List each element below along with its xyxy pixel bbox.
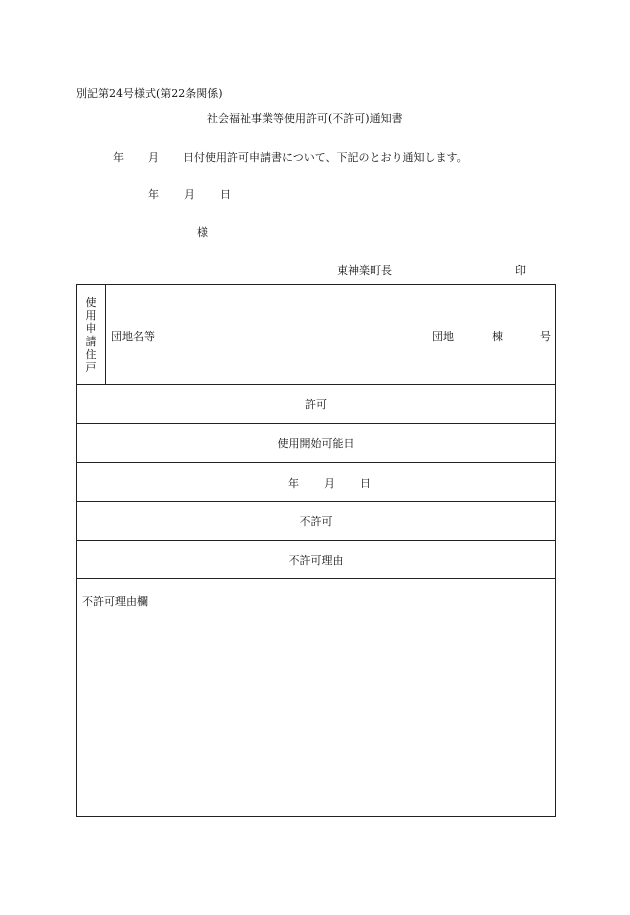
deny-label: 不許可 xyxy=(299,515,333,528)
applicant-label-char: 用 xyxy=(85,309,97,322)
applicant-label-char: 請 xyxy=(85,335,97,348)
intro-text: 日付使用許可申請書について、下記のとおり通知します。 xyxy=(183,151,468,164)
document-title: 社会福祉事業等使用許可(不許可)通知書 xyxy=(207,112,403,125)
date-month: 月 xyxy=(184,188,195,201)
intro-month: 月 xyxy=(148,151,159,164)
addressee-suffix: 様 xyxy=(197,226,208,239)
issuer-title: 東神楽町長 xyxy=(337,264,392,277)
permit-label: 許可 xyxy=(305,398,327,411)
applicant-label-char: 住 xyxy=(85,348,97,361)
form-number: 別記第24号様式(第22条関係) xyxy=(76,87,223,100)
start-date-row xyxy=(77,463,555,502)
group-name-label: 団地名等 xyxy=(111,330,155,343)
deny-reason-field[interactable] xyxy=(77,579,555,816)
applicant-label-char: 使 xyxy=(85,296,97,309)
applicant-label xyxy=(77,285,106,385)
permit-row xyxy=(77,385,555,424)
gou-label: 号 xyxy=(540,330,551,343)
seal-mark: 印 xyxy=(515,264,526,277)
applicant-label-char: 申 xyxy=(85,322,97,335)
deny-reason-label-row xyxy=(77,541,555,579)
deny-reason-field-label: 不許可理由欄 xyxy=(82,595,148,608)
date-year: 年 xyxy=(148,188,159,201)
deny-reason-label: 不許可理由 xyxy=(288,553,344,567)
applicant-row xyxy=(77,285,555,385)
applicant-label-char: 戸 xyxy=(85,361,97,374)
danchi-label: 団地 xyxy=(432,330,454,343)
intro-year: 年 xyxy=(113,151,124,164)
tou-label: 棟 xyxy=(492,330,503,343)
start-month: 月 xyxy=(324,477,335,490)
start-day: 日 xyxy=(360,477,371,490)
deny-row xyxy=(77,502,555,541)
start-year: 年 xyxy=(288,477,299,490)
notice-table xyxy=(76,284,556,817)
start-date-label-row xyxy=(77,424,555,463)
date-day: 日 xyxy=(220,188,231,201)
start-date-label: 使用開始可能日 xyxy=(277,437,355,450)
